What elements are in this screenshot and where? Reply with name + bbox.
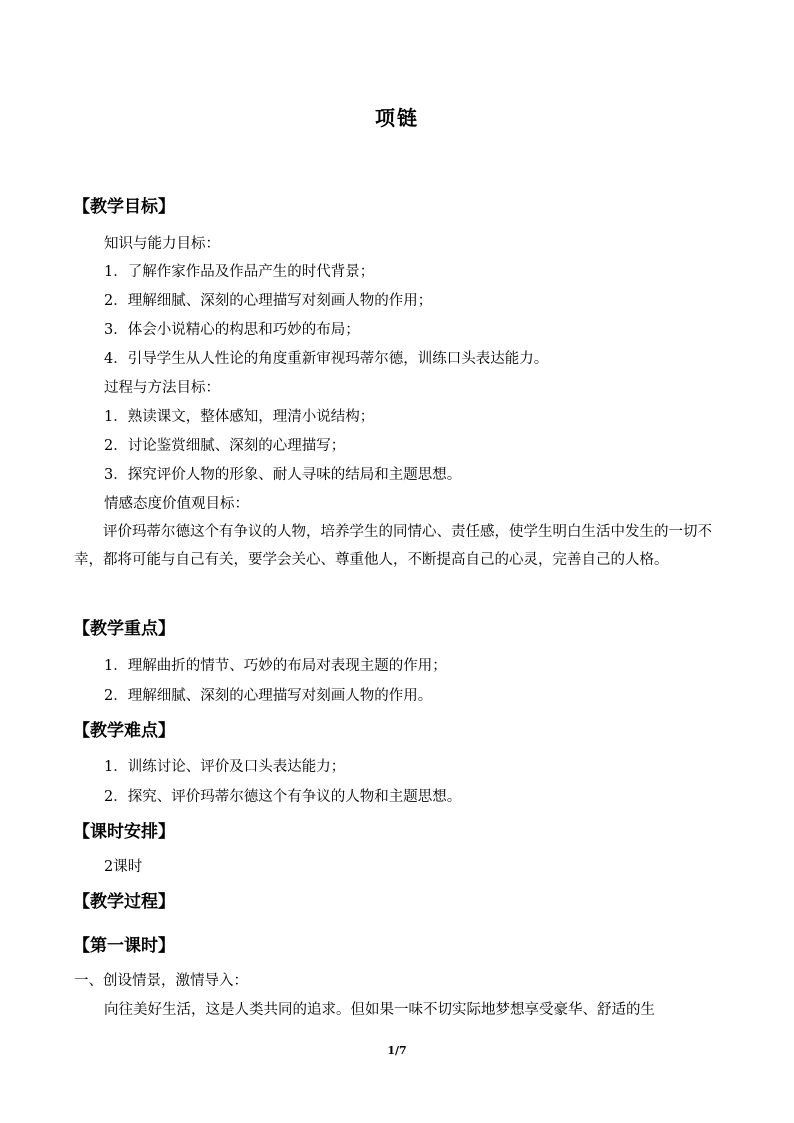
- first-lesson-heading: 【第一课时】: [73, 936, 175, 956]
- process-item: 1．熟读课文，整体感知，理清小说结构；: [104, 409, 375, 425]
- key-point-item: 1．理解曲折的情节、巧妙的布局对表现主题的作用；: [104, 658, 447, 674]
- knowledge-label: 知识与能力目标：: [104, 236, 220, 252]
- page-number: 1/7: [387, 1044, 407, 1057]
- key-points-heading: 【教学重点】: [73, 619, 175, 639]
- difficulty-item: 1．训练讨论、评价及口头表达能力；: [104, 759, 346, 775]
- process-label: 过程与方法目标：: [104, 380, 220, 396]
- difficulties-heading: 【教学难点】: [73, 721, 175, 741]
- emotion-label: 情感态度价值观目标：: [104, 496, 249, 512]
- emotion-paragraph: 评价玛蒂尔德这个有争议的人物，培养学生的同情心、责任感，使学生明白生活中发生的一切不幸，都将可能与自己有关，要学会关心、尊重他人，不断提高自己的心灵，完善自己的人格。: [74, 524, 712, 568]
- objectives-heading: 【教学目标】: [73, 197, 175, 217]
- knowledge-item: 2．理解细腻、深刻的心理描写对刻画人物的作用；: [104, 293, 433, 309]
- process-heading: 【教学过程】: [73, 892, 175, 912]
- knowledge-item: 1．了解作家作品及作品产生的时代背景；: [104, 264, 375, 280]
- knowledge-item: 4．引导学生从人性论的角度重新审视玛蒂尔德，训练口头表达能力。: [104, 351, 549, 367]
- document-title: 项链: [375, 106, 419, 130]
- process-item: 2．讨论鉴赏细腻、深刻的心理描写；: [104, 438, 346, 454]
- key-point-item: 2．理解细腻、深刻的心理描写对刻画人物的作用。: [104, 688, 433, 704]
- step1-text: 向往美好生活，这是人类共同的追求。但如果一味不切实际地梦想享受豪华、舒适的生: [104, 1002, 655, 1018]
- step1-title: 一、创设情景，激情导入：: [74, 973, 248, 989]
- process-item: 3．探究评价人物的形象、耐人寻味的结局和主题思想。: [104, 467, 462, 483]
- schedule-heading: 【课时安排】: [73, 822, 175, 842]
- schedule-text: 2课时: [104, 859, 143, 875]
- difficulty-item: 2．探究、评价玛蒂尔德这个有争议的人物和主题思想。: [104, 789, 462, 805]
- knowledge-item: 3．体会小说精心的构思和巧妙的布局；: [104, 322, 360, 338]
